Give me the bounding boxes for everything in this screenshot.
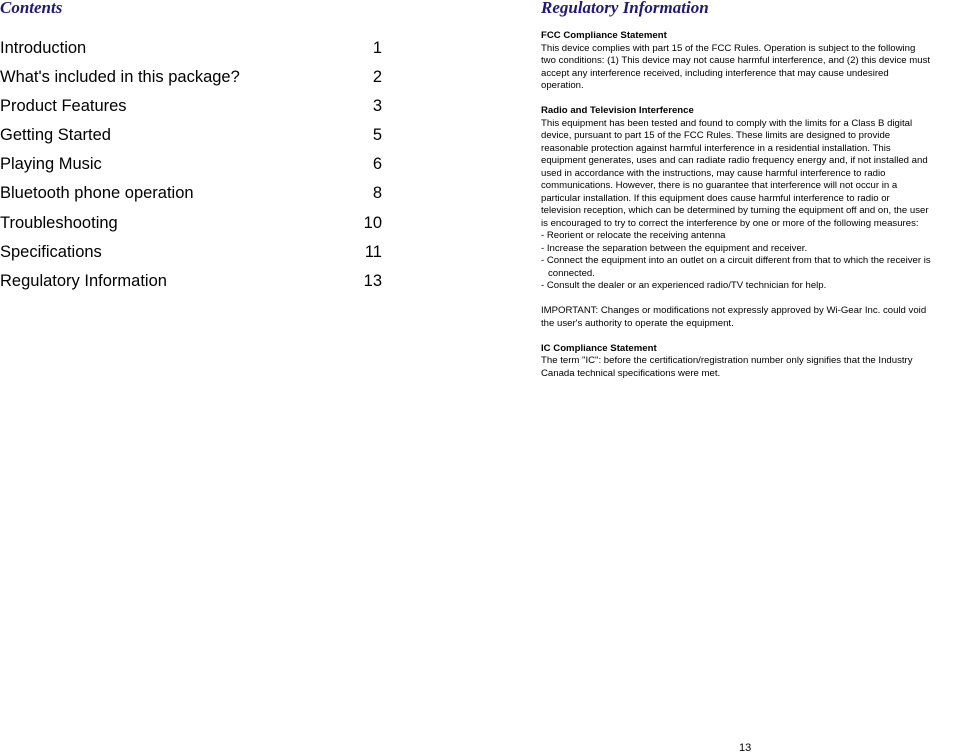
radio-tv-line: - Reorient or relocate the receiving antenna (541, 230, 726, 241)
toc-entry-page: 8 (372, 184, 382, 203)
toc-entry-label: Product Features (0, 97, 127, 116)
toc-entry-page: 2 (372, 68, 382, 87)
toc-entry-page: 3 (372, 97, 382, 116)
fcc-line: two conditions: (1) This device may not cause harmful interference, and (2) this device must (541, 55, 931, 66)
toc-entry-label: Troubleshooting (0, 213, 118, 232)
radio-tv-line: device, pursuant to part 15 of the FCC Rules. These limits are designed to provide (541, 130, 891, 141)
toc-entry-label: What's included in this package? (0, 68, 240, 87)
radio-tv-line: - Connect the equipment into an outlet on a circuit different from that to which the receiver is (541, 255, 931, 266)
regulatory-body (541, 30, 964, 380)
toc-entry-label: Getting Started (0, 126, 111, 145)
important-line: the user's authority to operate the equipment. (541, 317, 734, 329)
toc-entry-page: 10 (363, 213, 382, 232)
toc-entry-page: 5 (372, 126, 382, 145)
ic-line: Canada technical specifications were met. (541, 367, 721, 379)
toc-entry-package[interactable] (0, 65, 382, 94)
toc-entry-label: Introduction (0, 39, 87, 57)
page-number: 13 (739, 742, 752, 754)
fcc-heading: FCC Compliance Statement (541, 30, 667, 41)
radio-tv-line: equipment generates, uses and can radiate radio frequency energy and, if not installed and (541, 155, 928, 166)
ic-heading: IC Compliance Statement (541, 342, 657, 354)
important-line: IMPORTANT: Changes or modifications not expressly approved by Wi-Gear Inc. could void (541, 305, 927, 316)
regulatory-title: Regulatory Information (541, 0, 709, 17)
radio-tv-line: television reception, which can be determined by turning the equipment off and on, the user (541, 205, 929, 216)
radio-tv-line: reasonable protection against harmful interference in a residential installation. This (541, 142, 891, 154)
toc-entry-page: 11 (364, 242, 382, 261)
radio-tv-line: - Consult the dealer or an experienced radio/TV technician for help. (541, 280, 827, 291)
toc-entry-features[interactable] (0, 94, 382, 123)
radio-tv-line: used in accordance with the instructions, may cause harmful interference to radio (541, 167, 886, 179)
toc-entry-label: Playing Music (0, 155, 102, 174)
toc-entry-specifications[interactable] (0, 240, 382, 269)
radio-tv-line: is encouraged to try to correct the interference by one or more of the following measures: (541, 217, 919, 229)
radio-tv-line: communications. However, there is no guarantee that interference will not occur in a (541, 180, 898, 191)
ic-line: The term "IC": before the certification/registration number only signifies that the Industry (541, 355, 913, 366)
toc-entry-regulatory[interactable] (0, 269, 382, 298)
fcc-line: accept any interference received, including interference that may cause undesired (541, 67, 889, 79)
spacer (541, 293, 964, 306)
fcc-line: This device complies with part 15 of the FCC Rules. Operation is subject to the following (541, 42, 916, 54)
toc-entry-introduction[interactable] (0, 36, 382, 65)
radio-tv-line: particular installation. If this equipment does cause harmful interference to radio or (541, 192, 890, 204)
toc-entry-label: Regulatory Information (0, 271, 167, 290)
fcc-line: operation. (541, 80, 584, 91)
radio-tv-line: This equipment has been tested and found to comply with the limits for a Class B digital (541, 117, 913, 129)
toc-entry-playing-music[interactable] (0, 152, 382, 181)
toc-entry-troubleshooting[interactable] (0, 211, 382, 240)
toc-entry-page: 6 (372, 155, 382, 174)
contents-title: Contents (0, 0, 63, 17)
radio-tv-line: connected. (548, 267, 595, 279)
spacer (541, 93, 964, 106)
toc-entry-bluetooth[interactable] (0, 181, 382, 210)
toc-entry-label: Specifications (0, 242, 102, 261)
toc-entry-page: 13 (363, 271, 382, 290)
table-of-contents (0, 36, 382, 298)
toc-entry-getting-started[interactable] (0, 123, 382, 152)
radio-tv-line: - Increase the separation between the equipment and receiver. (541, 242, 808, 254)
toc-entry-label: Bluetooth phone operation (0, 184, 194, 203)
spacer (541, 330, 964, 343)
toc-entry-page: 1 (372, 39, 382, 57)
radio-tv-heading: Radio and Television Interference (541, 105, 694, 116)
